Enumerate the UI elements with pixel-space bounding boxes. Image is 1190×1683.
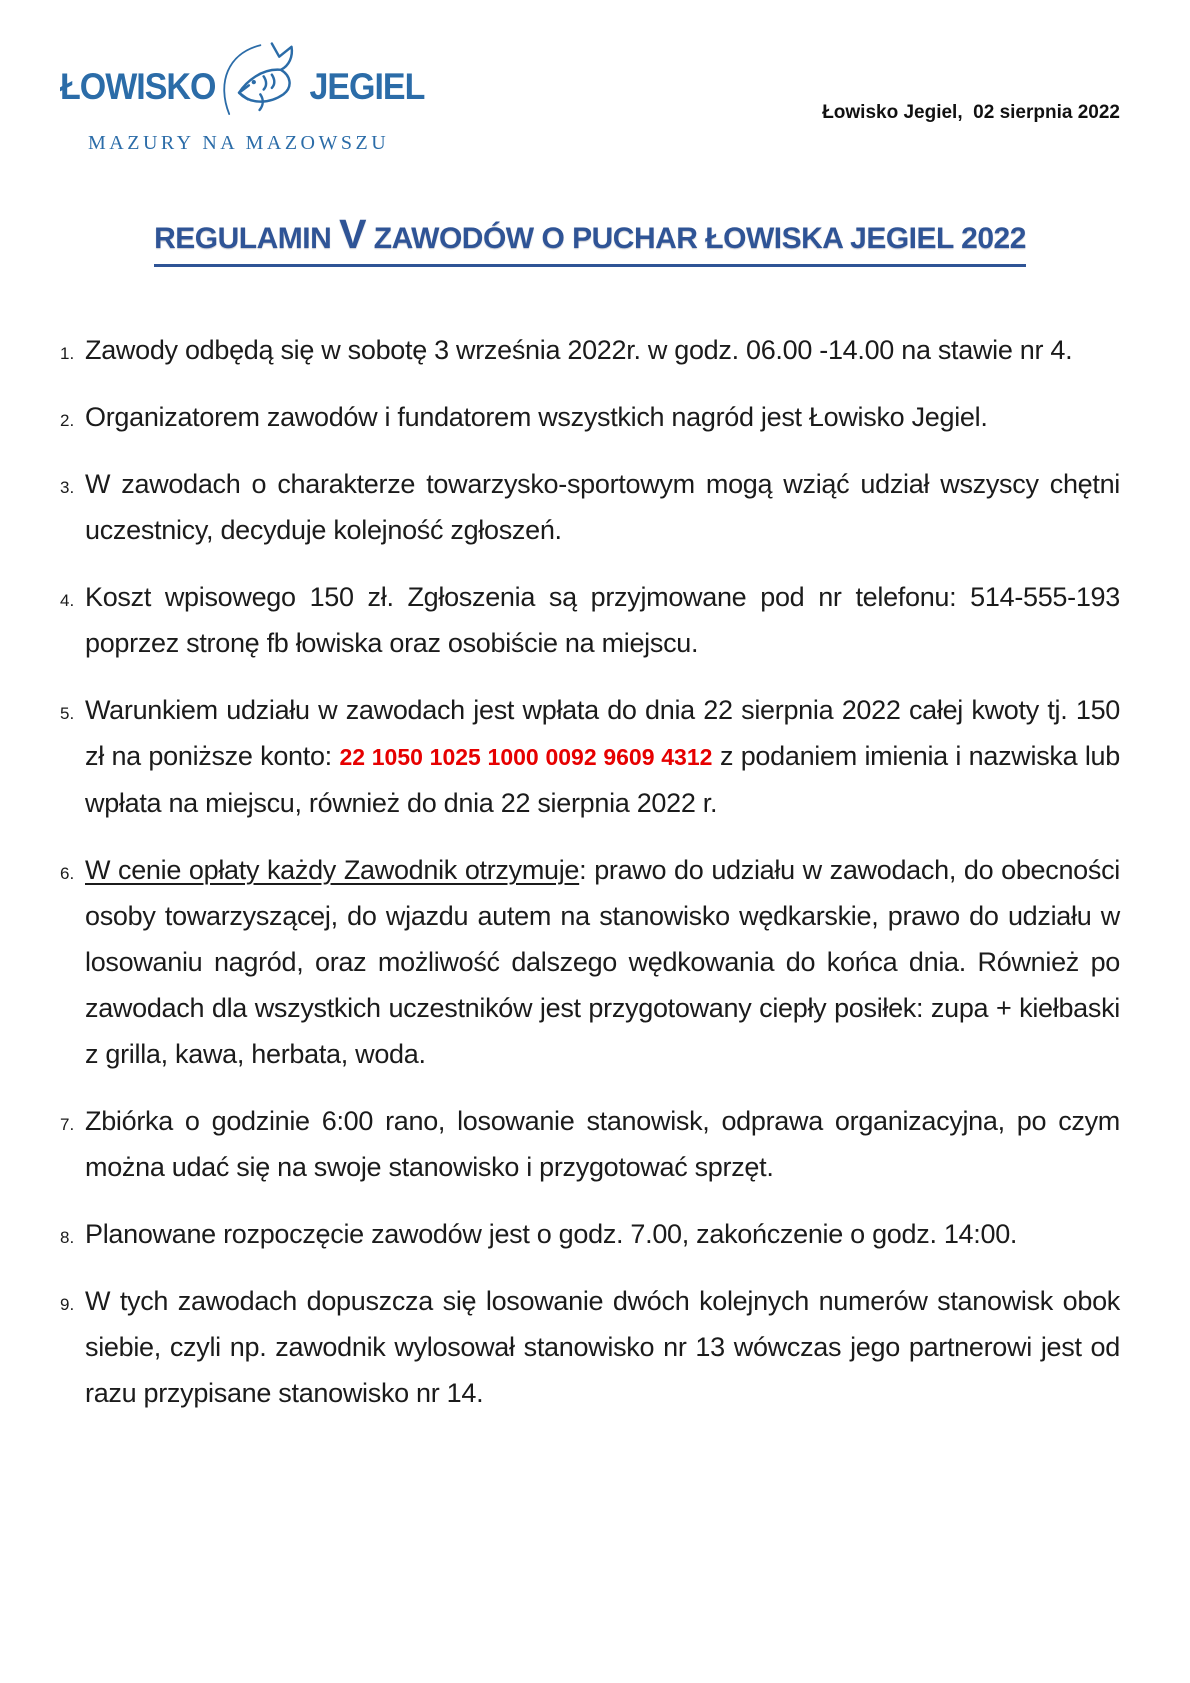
rule-number: 8. — [60, 1228, 75, 1247]
rule-number: 7. — [60, 1115, 75, 1134]
rule-item-1 — [60, 327, 1120, 373]
rule-number: 2. — [60, 411, 75, 430]
bank-account-number: 22 1050 1025 1000 0092 9609 4312 — [339, 744, 713, 770]
rule-item-3 — [60, 461, 1120, 553]
title-suffix: ZAWODÓW O PUCHAR ŁOWISKA JEGIEL 2022 — [365, 222, 1026, 255]
rule-text-rest: : prawo do udziału w zawodach, do obecności osoby towarzyszącej, do wjazdu autem na stanowisko wędkarskie, prawo do udziału w losowaniu nagród, oraz możliwość dalszego wędkowania do końca dnia. Również po zawodach dla wszystkich uczestników jest przygotowany ciepły posiłek: zupa + kiełbaski z grilla, kawa, herbata, woda. — [85, 855, 1120, 1069]
rule-number: 9. — [60, 1295, 75, 1314]
rule-item-5 — [60, 687, 1120, 826]
rule-text-underlined: W cenie opłaty każdy Zawodnik otrzymuje — [85, 855, 580, 885]
rule-text: Organizatorem zawodów i fundatorem wszystkich nagród jest Łowisko Jegiel. — [85, 402, 988, 432]
rule-item-6 — [60, 847, 1120, 1077]
rule-text — [85, 687, 1120, 826]
rule-item-2 — [60, 394, 1120, 440]
rule-text: Koszt wpisowego 150 zł. Zgłoszenia są przyjmowane pod nr telefonu: 514-555-193 poprzez stronę fb łowiska oraz osobiście na miejscu. — [85, 582, 1120, 658]
rule-text: Planowane rozpoczęcie zawodów jest o godz. 7.00, zakończenie o godz. 14:00. — [85, 1219, 1018, 1249]
rule-item-9 — [60, 1278, 1120, 1416]
rule-text — [85, 847, 1120, 1077]
logo-word-lowisko: ŁOWISKO — [60, 66, 216, 108]
rules-list — [60, 327, 1120, 1416]
rule-text-after-account: z podaniem imienia i nazwiska lub wpłata na miejscu, również do dnia 22 sierpnia 2022 r. — [85, 741, 1120, 818]
header — [60, 52, 1120, 152]
page-title — [60, 211, 1120, 267]
rule-text-before-account: Warunkiem udziału w zawodach jest wpłata do dnia 22 sierpnia 2022 całej kwoty tj. 150 zł na poniższe konto: — [85, 695, 1120, 771]
rule-item-7 — [60, 1098, 1120, 1190]
title-prefix: REGULAMIN — [154, 222, 340, 255]
logo-word-jegiel: JEGIEL — [309, 66, 425, 108]
rule-text: Zbiórka o godzinie 6:00 rano, losowanie stanowisk, odprawa organizacyjna, po czym można udać się na swoje stanowisko i przygotować sprzęt. — [85, 1106, 1120, 1182]
fish-icon — [221, 34, 303, 122]
rule-number: 5. — [60, 704, 75, 723]
logo-tagline: MAZURY NA MAZOWSZU — [88, 132, 390, 154]
rule-number: 6. — [60, 864, 75, 883]
rule-number: 1. — [60, 344, 75, 363]
logo — [60, 52, 424, 155]
date-line: Łowisko Jegiel, 02 sierpnia 2022 — [822, 102, 1120, 123]
rule-text: W tych zawodach dopuszcza się losowanie dwóch kolejnych numerów stanowisk obok siebie, czyli np. zawodnik wylosował stanowisko nr 13 wówczas jego partnerowi jest od razu przypisane stanowisko nr 14. — [85, 1286, 1120, 1408]
rule-number: 3. — [60, 478, 75, 497]
rule-text: W zawodach o charakterze towarzysko-sportowym mogą wziąć udział wszyscy chętni uczestnicy, decyduje kolejność zgłoszeń. — [85, 469, 1120, 545]
rule-number: 4. — [60, 591, 75, 610]
rule-item-4 — [60, 574, 1120, 666]
rule-item-8 — [60, 1211, 1120, 1257]
title-roman-numeral: V — [339, 211, 366, 257]
rule-text: Zawody odbędą się w sobotę 3 września 2022r. w godz. 06.00 -14.00 na stawie nr 4. — [85, 335, 1073, 365]
